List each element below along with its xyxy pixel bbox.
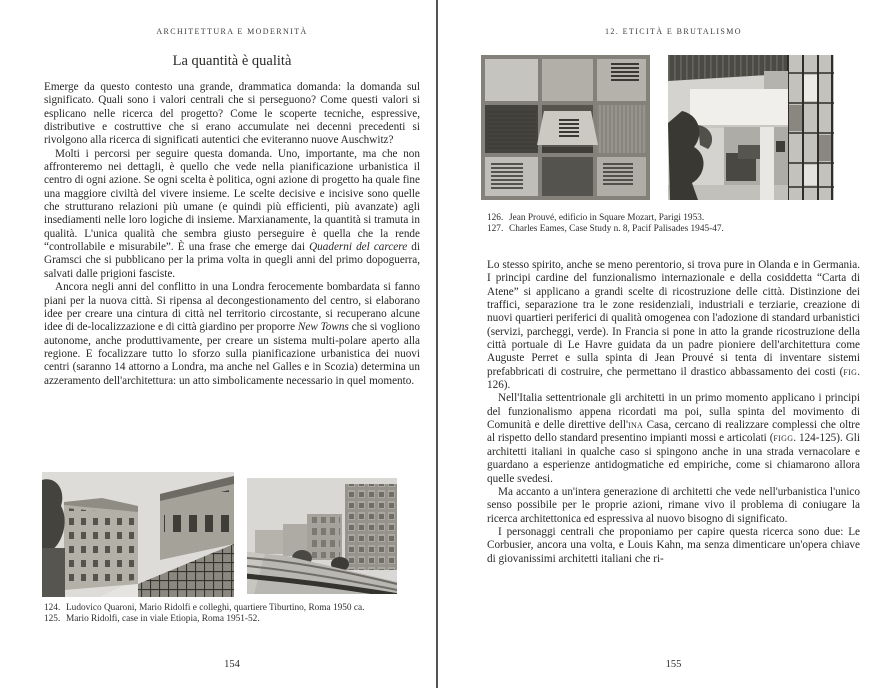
caption-text: Jean Prouvé, edificio in Square Mozart, Parigi 1953.	[509, 213, 705, 223]
left-captions	[44, 603, 426, 626]
page-number-right: 155	[665, 659, 682, 670]
text-run: di Gramsci che si pubblicano per la prima volta in quegli anni del primo dopoguerra, salvati dalle prigioni fasciste.	[44, 241, 420, 280]
eames-interior-photo-image	[668, 55, 834, 200]
caption-127	[487, 224, 860, 235]
window-wall	[788, 55, 834, 200]
figure-127-photo	[668, 55, 834, 200]
page-gutter-line	[436, 0, 438, 688]
figure-126-photo	[481, 55, 650, 200]
text-run: Ancora negli anni del conflitto in una Londra ferocemente bombardata si fanno piani per la nuova città. Si ripensa al decongestionamento del centro, si elaborano idee per creare una cintura di città nel territorio circostante, si recuperano alcune idee di de-localizzazione e di città giardino per proporre	[44, 281, 420, 334]
caption-number: 126.	[487, 213, 504, 223]
caption-text: Mario Ridolfi, case in viale Etiopia, Roma 1951-52.	[66, 614, 260, 625]
caption-124	[44, 603, 426, 614]
text-run: New Towns	[297, 321, 349, 334]
text-run: Nell'Italia settentrionale gli architetti in un primo momento applicano i principi del funzionalismo appena ricordati ma poi, sulla spinta del movimento di Comunità e delle direttive dell'	[487, 392, 860, 432]
text-run: che si vogliono autonome, anche produttivamente, per creare un sistema multi-polare aperto alla regione. E focalizzare tutto lo sforzo sulla pianificazione urbanistica dei nuovi centri (saranno 14 attorno a Londra, ma anche nel Galles e in Scozia) determina un azzeramento dell'architettura: un atto simbolicamente necessario in quel momento.	[44, 321, 420, 387]
running-head-right: 12. ETICITÀ E BRUTALISMO	[605, 27, 742, 36]
caption-number: 125.	[44, 614, 61, 625]
caption-number: 127.	[487, 224, 504, 235]
body-paragraph	[487, 259, 860, 392]
tiburtino-photo-image	[42, 472, 234, 597]
text-run: figg	[773, 432, 794, 445]
body-paragraph	[487, 526, 860, 566]
left-buildings	[64, 498, 138, 590]
body-paragraph	[487, 392, 860, 485]
right-captions	[487, 213, 860, 236]
running-head-left: ARCHITETTURA E MODERNITÀ	[156, 27, 308, 36]
figure-125-photo	[247, 478, 397, 594]
prouve-facade-photo-image	[481, 55, 650, 200]
text-run: ina	[627, 419, 644, 432]
text-run: . 126).	[487, 365, 860, 392]
body-paragraph	[44, 81, 420, 148]
caption-125	[44, 614, 426, 625]
text-run: Quaderni del carcere	[309, 241, 408, 254]
text-run: I personaggi centrali che proponiamo per capire questa ricerca sono due: Le Corbusier, ancora una volta, e Louis Kahn, ma senza dimenticare un'opera chiave di giovanissimi architetti italiani che ri-	[487, 525, 860, 565]
figure-124-photo	[42, 472, 234, 597]
right-body-text	[487, 259, 860, 566]
caption-text: Charles Eames, Case Study n. 8, Pacif Palisades 1945-47.	[509, 224, 724, 235]
upper-wall	[764, 71, 788, 91]
text-run: . 124-125). Gli architetti italiani in qualche caso si spingono anche in una strada vernacolare e guardano a esperienze antidogmatiche ed empiriche, come si chiamarono allora quelle svedesi.	[487, 432, 860, 485]
text-run: Ma accanto a un'intera generazione di architetti che vede nell'urbanistica l'unico senso possibile per le proprie azioni, rimane vivo il problema di coniugare la ricerca architettonica ed espressiva al nuovo bisogno di significato.	[487, 485, 860, 525]
chapter-title: La quantità è qualità	[172, 53, 292, 69]
body-paragraph	[44, 281, 420, 388]
left-body-text	[44, 81, 420, 388]
caption-126	[487, 213, 860, 224]
caption-text: Ludovico Quaroni, Mario Ridolfi e colleghi, quartiere Tiburtino, Roma 1950 ca.	[66, 603, 365, 613]
text-run: Casa, cercano di realizzare complessi che oltre al rispetto dello standard presentino impianti mossi e articolati (	[487, 419, 860, 445]
body-paragraph	[44, 148, 420, 281]
text-run: Lo stesso spirito, anche se meno perentorio, si trova pure in Olanda e in Germania. I principi cardine del funzionalismo internazionale e della cosiddetta “Carta di Atene” si applicano a grandi scelte di ricostruzione delle città. Distinzione dei traffici, separazione tra le zone residenziali, industriali e terziarie, creazione di nuovi quartieri periferici di qualità omogenea con l'adozione di standard urbanistici (servizi, parcheggi, verde). In Francia si pone in atto la grande ricostruzione della città portuale di Le Havre guidata da un padre pioniere dell'architettura come Auguste Perret e sulla spinta di Jean Prouvé si tenta di inventare sistemi prefabbricati di costruire, che permettano il drastico abbassamento dei costi (	[487, 259, 860, 378]
body-paragraph	[487, 486, 860, 526]
text-run: Emerge da questo contesto una grande, drammatica domanda: la domanda sul significato. Quali sono i valori centrali che si perseguono? Come questi valori si esplicano nelle ricerca del progetto? Come le scoperte tecniche, espressive, distributive e costruttive che si erano accumulate nei decenni precedenti si rivolgono alla ricerca di significati autentici che eviteranno nuove Auschwitz?	[44, 81, 420, 147]
caption-number: 124.	[44, 603, 61, 613]
text-run: Molti i percorsi per seguire questa domanda. Uno, importante, ma che non affronteremo nei dettagli, è quello che vede nella pianificazione urbanistica il centro di ogni azione. Se ogni scelta è politica, ogni azione di progetto ha quale fine una maggiore civiltà del vivere insieme. Le scelte decisive e incisive sono quelle che strutturano relazioni più umane (e quindi più efficienti, più avanzate) agli insediamenti nelle loro logiche di insieme. Marxianamente, la quantità si tramuta in qualità. L'unica qualità che sembra giusto perseguire è quella che la rende “controllabile e misurabile”. È una frase che emerge dai	[44, 147, 420, 254]
page-number-left: 154	[224, 659, 240, 670]
text-run: fig	[843, 365, 858, 378]
mezzanine-volume	[690, 89, 788, 127]
viale-etiopia-photo-image	[247, 478, 397, 594]
